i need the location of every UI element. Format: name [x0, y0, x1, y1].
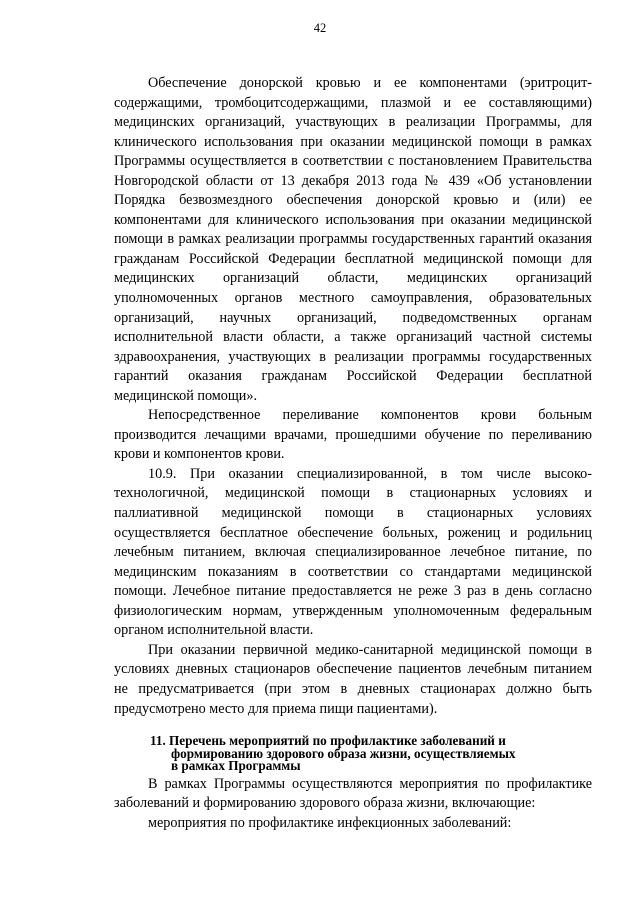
paragraph-prevention-intro: В рамках Программы осуществляются мероприятия по профилактике заболеваний и формированию здорового образа жизни, включающие:: [114, 775, 592, 812]
section-heading-line: формированию здорового образа жизни, осуществляемых: [171, 745, 516, 761]
section-heading: [114, 735, 592, 773]
paragraph-day-hospital: При оказании первичной медико-санитарной медицинской помощи в условиях дневных стационаров обеспечение пациентов лечебным питанием не предусматривается (при этом в дневных стационарах должно быть предусмотрено место для приема пищи пациентами).: [114, 641, 592, 717]
section-heading-line: 11. Перечень мероприятий по профилактике заболеваний и: [150, 733, 506, 749]
paragraph-transfusion: Непосредственное переливание компонентов крови больным производится лечащими врачами, прошедшими обучение по переливанию крови и компонентов крови.: [114, 407, 592, 463]
document-body: [114, 74, 592, 833]
page-number: 42: [313, 21, 327, 35]
paragraph-clause-10-9: 10.9. При оказании специализированной, в том числе высоко-технологичной, медицинской помощи в стационарных условиях и паллиативной медицинской помощи в стационарных условиях осуществляется бесплатное обеспечение больных, рожениц и родильниц лечебным питанием, включая специализированное лечебное питание, по медицинским показаниям в соответствии со стандартами медицинской помощи. Лечебное питание предоставляется не реже 3 раз в день согласно физиологическим нормам, утвержденным уполномоченным федеральным органом исполнительной власти.: [114, 465, 592, 639]
paragraph-infectious-prevention: мероприятия по профилактике инфекционных заболеваний:: [148, 814, 512, 831]
section-heading-line: в рамках Программы: [171, 758, 301, 774]
paragraph-blood-supply: Обеспечение донорской кровью и ее компонентами (эритроцит-содержащими, тромбоцитсодержащими, плазмой и ее составляющими) медицинских организаций, участвующих в реализации Программы, для клинического использования при оказании медицинской помощи в рамках Программы осуществляется в соответствии с постановлением Правительства Новгородской области от 13 декабря 2013 года № 439 «Об установлении Порядка безвозмездного обеспечения донорской кровью и (или) ее компонентами для клинического использования при оказании медицинской помощи в рамках реализации программы государственных гарантий оказания гражданам Российской Федерации бесплатной медицинской помощи для медицинских организаций области, медицинских организаций уполномоченных органов местного самоуправления, образовательных организаций, научных организаций, подведомственных органам исполнительной власти области, а также организаций частной системы здравоохранения, участвующих в реализации программы государственных гарантий оказания гражданам Российской Федерации бесплатной медицинской помощи».: [114, 75, 592, 404]
